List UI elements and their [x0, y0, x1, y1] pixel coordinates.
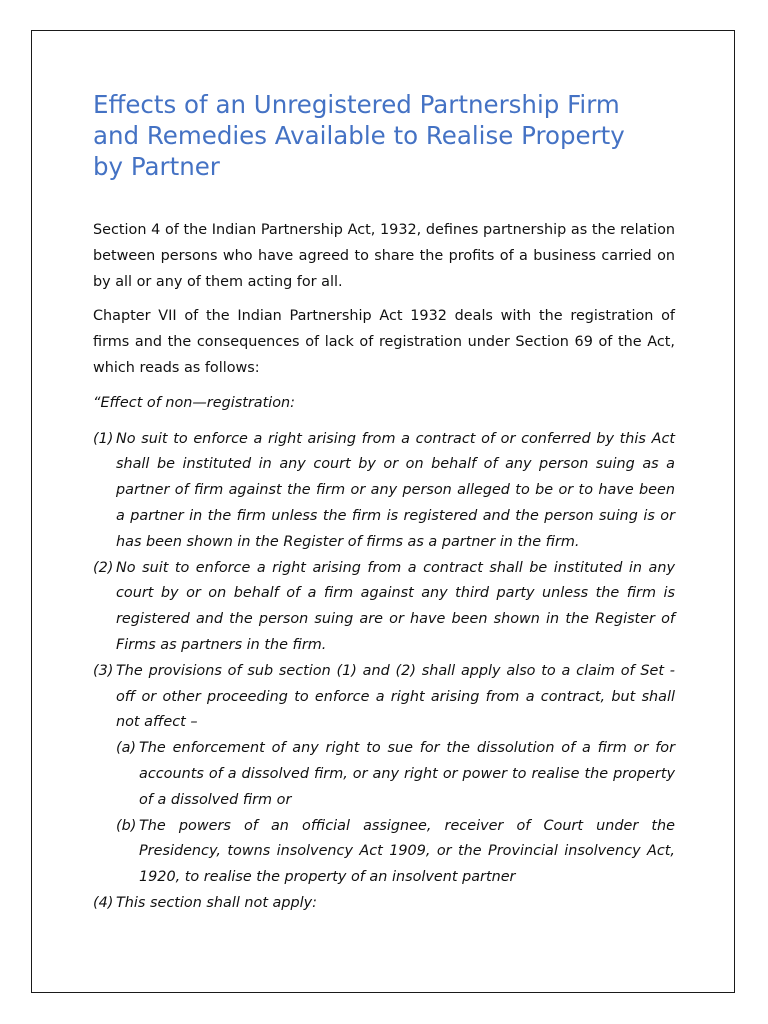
document-page [31, 30, 735, 993]
clause-4 [93, 891, 675, 917]
document-title: Effects of an Unregistered Partnership Firm and Remedies Available to Realise Property by Partner [93, 90, 625, 181]
sub-clause-text: The enforcement of any right to sue for the dissolution of a firm or for accounts of a dissolved firm, or any right or power to realise the property of a dissolved firm or [139, 740, 675, 808]
clause-number: (3) [93, 662, 114, 679]
quote-heading: “Effect of non—registration: [93, 394, 295, 411]
clause-number: (2) [93, 559, 114, 576]
clause-1 [93, 427, 675, 556]
paragraph-definition: Section 4 of the Indian Partnership Act, 1932, defines partnership as the relation between persons who have agreed to share the profits of a business carried on by all or any of them acting for all. [93, 222, 675, 290]
paragraph-chapter-vii: Chapter VII of the Indian Partnership Act 1932 deals with the registration of firms and the consequences of lack of registration under Section 69 of the Act, which reads as follows: [93, 308, 675, 376]
sub-clause-a [116, 736, 675, 813]
clause-2 [93, 556, 675, 659]
sub-clause-number: (a) [116, 740, 137, 757]
sub-clause-b [116, 814, 675, 891]
clause-3-sub-clauses [93, 736, 675, 891]
clause-text: No suit to enforce a right arising from a contract shall be instituted in any court by or on behalf of a firm against any third party unless the firm is registered and the person suing are or have been shown in the Register of Firms as partners in the firm. [116, 559, 675, 653]
clause-number: (1) [93, 430, 114, 447]
clause-number: (4) [93, 894, 114, 911]
section-69-clauses [93, 427, 675, 917]
sub-clause-text: The powers of an official assignee, receiver of Court under the Presidency, towns insolvency Act 1909, or the Provincial insolvency Act, 1920, to realise the property of an insolvent partner [139, 817, 675, 886]
sub-clause-number: (b) [116, 817, 137, 834]
clause-text: No suit to enforce a right arising from a contract of or conferred by this Act shall be instituted in any court by or on behalf of any person suing as a partner of firm against the firm or any person alleged to be or to have been a partner in the firm unless the firm is registered and the person suing is or has been shown in the Register of firms as a partner in the firm. [116, 430, 675, 550]
document-content [93, 89, 675, 917]
clause-text: The provisions of sub section (1) and (2) shall apply also to a claim of Set - off or other proceeding to enforce a right arising from a contract, but shall not affect – [116, 662, 675, 731]
clause-3 [93, 659, 675, 736]
clause-text: This section shall not apply: [116, 894, 317, 911]
